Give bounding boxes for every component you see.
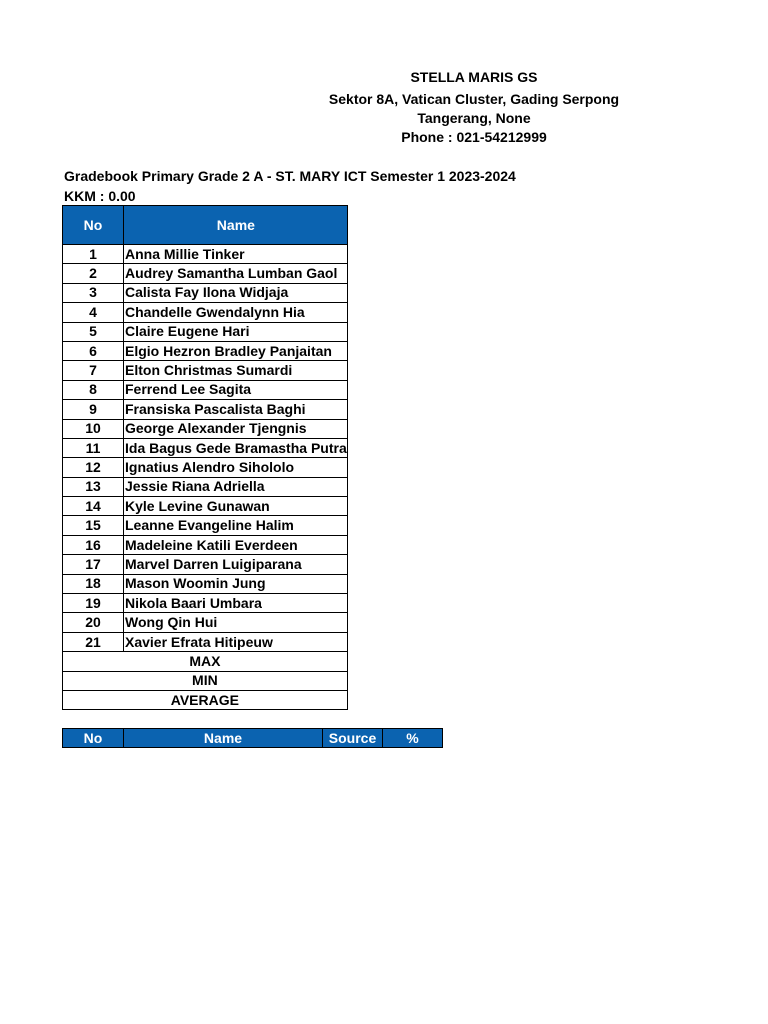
student-name-text: Claire Eugene Hari	[125, 323, 250, 340]
student-name	[124, 477, 348, 496]
school-address-line1: Sektor 8A, Vatican Cluster, Gading Serpong	[328, 91, 620, 107]
student-name-text: Xavier Efrata Hitipeuw	[125, 633, 273, 650]
student-name	[124, 245, 348, 264]
student-name-text: Madeleine Katili Everdeen	[125, 536, 298, 553]
row-number: 13	[63, 477, 124, 496]
summary-row	[63, 690, 348, 709]
source-header-name: Name	[124, 729, 323, 748]
school-name: STELLA MARIS GS	[410, 69, 538, 85]
student-name	[124, 497, 348, 516]
table-row	[63, 380, 348, 399]
student-name-text: Wong Qin Hui	[125, 614, 218, 631]
table-row	[63, 438, 348, 457]
student-name	[124, 322, 348, 341]
student-name-text: Nikola Baari Umbara	[125, 594, 262, 611]
row-number: 8	[63, 380, 124, 399]
row-number: 5	[63, 322, 124, 341]
student-name	[124, 594, 348, 613]
source-header-source: Source	[323, 729, 383, 748]
student-name-text: Elton Christmas Sumardi	[125, 362, 293, 379]
school-phone: Phone : 021-54212999	[401, 129, 547, 145]
summary-row	[63, 671, 348, 690]
row-number: 17	[63, 555, 124, 574]
student-name	[124, 419, 348, 438]
student-name-text: Ferrend Lee Sagita	[125, 381, 252, 398]
row-number: 1	[63, 245, 124, 264]
header-no: No	[63, 206, 124, 245]
table-row	[63, 594, 348, 613]
table-row	[63, 555, 348, 574]
table-row	[63, 419, 348, 438]
row-number: 10	[63, 419, 124, 438]
school-address-line2: Tangerang, None	[417, 110, 531, 126]
student-name	[124, 516, 348, 535]
table-row	[63, 283, 348, 302]
table-row	[63, 516, 348, 535]
student-name	[124, 303, 348, 322]
table-header-row	[63, 206, 348, 245]
student-name-text: Marvel Darren Luigiparana	[125, 555, 302, 572]
student-name-text: Audrey Samantha Lumban Gaol	[125, 265, 338, 282]
student-name	[124, 574, 348, 593]
source-header-percent: %	[383, 729, 443, 748]
source-header-no: No	[63, 729, 124, 748]
student-name-text: Ignatius Alendro Sihololo	[125, 458, 295, 475]
student-name	[124, 341, 348, 360]
student-name-text: Leanne Evangeline Halim	[125, 517, 294, 534]
summary-label: MAX	[63, 652, 348, 671]
student-name-text: Fransiska Pascalista Baghi	[125, 400, 306, 417]
table-row	[63, 613, 348, 632]
student-name	[124, 264, 348, 283]
student-name	[124, 535, 348, 554]
student-name	[124, 361, 348, 380]
student-name-text: Mason Woomin Jung	[125, 575, 266, 592]
source-table	[62, 728, 443, 748]
row-number: 3	[63, 283, 124, 302]
table-row	[63, 341, 348, 360]
gradebook-table	[62, 205, 348, 710]
table-row	[63, 477, 348, 496]
student-name-text: Chandelle Gwendalynn Hia	[125, 303, 305, 320]
table-row	[63, 303, 348, 322]
student-name-text: Jessie Riana Adriella	[125, 478, 265, 495]
row-number: 2	[63, 264, 124, 283]
student-name-text: Kyle Levine Gunawan	[125, 497, 270, 514]
row-number: 11	[63, 438, 124, 457]
row-number: 12	[63, 458, 124, 477]
student-name	[124, 283, 348, 302]
row-number: 9	[63, 400, 124, 419]
table-row	[63, 245, 348, 264]
student-name-text: Calista Fay Ilona Widjaja	[125, 284, 289, 301]
table-row	[63, 535, 348, 554]
student-name-text: Elgio Hezron Bradley Panjaitan	[125, 342, 332, 359]
table-row	[63, 400, 348, 419]
row-number: 16	[63, 535, 124, 554]
summary-label: MIN	[63, 671, 348, 690]
row-number: 19	[63, 594, 124, 613]
student-name	[124, 458, 348, 477]
row-number: 15	[63, 516, 124, 535]
student-name-text: Ida Bagus Gede Bramastha Putra	[125, 439, 347, 456]
table-row	[63, 322, 348, 341]
student-name	[124, 555, 348, 574]
header-name: Name	[124, 206, 348, 245]
table-row	[63, 497, 348, 516]
table-row	[63, 458, 348, 477]
row-number: 14	[63, 497, 124, 516]
row-number: 4	[63, 303, 124, 322]
row-number: 20	[63, 613, 124, 632]
student-name-text: George Alexander Tjengnis	[125, 420, 307, 437]
summary-row	[63, 652, 348, 671]
row-number: 6	[63, 341, 124, 360]
row-number: 7	[63, 361, 124, 380]
row-number: 21	[63, 632, 124, 651]
gradebook-title: Gradebook Primary Grade 2 A - ST. MARY ICT Semester 1 2023-2024	[64, 168, 516, 184]
row-number: 18	[63, 574, 124, 593]
student-name	[124, 380, 348, 399]
student-name	[124, 632, 348, 651]
table-row	[63, 361, 348, 380]
table-row	[63, 632, 348, 651]
student-name-text: Anna Millie Tinker	[125, 245, 245, 262]
table-row	[63, 574, 348, 593]
student-name	[124, 438, 348, 457]
student-name	[124, 613, 348, 632]
source-header-row	[63, 729, 443, 748]
student-name	[124, 400, 348, 419]
kkm-label: KKM : 0.00	[64, 188, 136, 204]
table-row	[63, 264, 348, 283]
summary-label: AVERAGE	[63, 690, 348, 709]
